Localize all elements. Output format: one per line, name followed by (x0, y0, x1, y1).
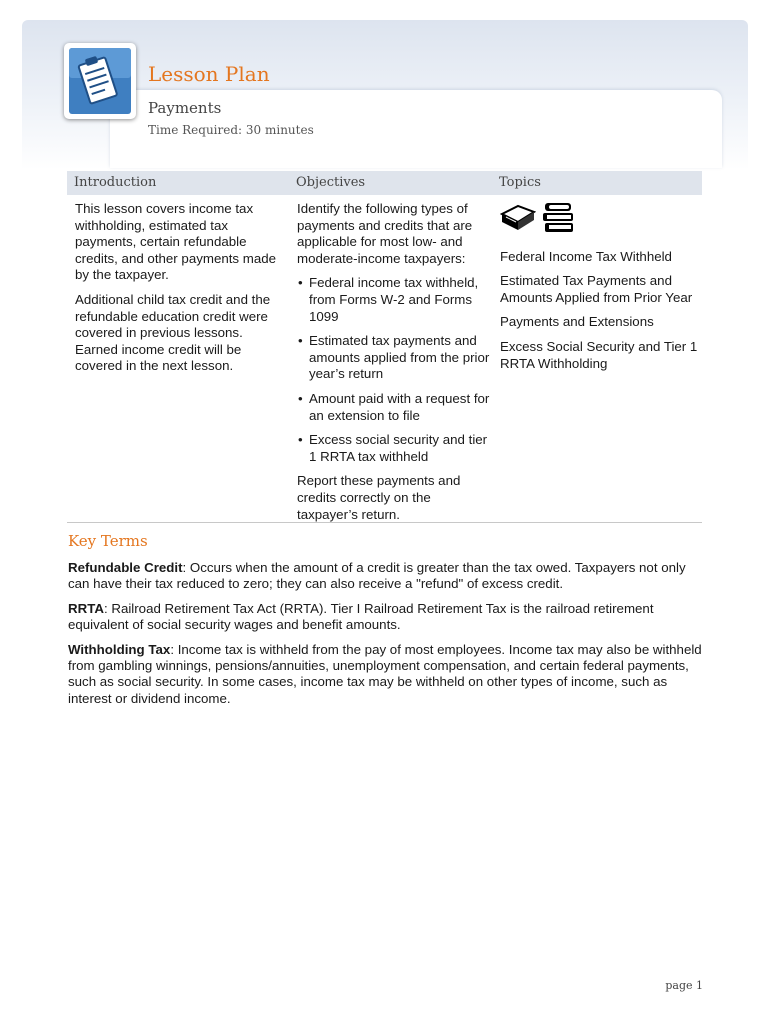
objectives-intro: Identify the following types of payments and credits that are applicable for most low- and moderate-income taxpayers: (297, 201, 473, 266)
clipboard-icon (64, 43, 136, 119)
topic-item: Federal Income Tax Withheld (500, 248, 672, 264)
key-term (68, 560, 704, 593)
page-title: Lesson Plan (148, 62, 270, 86)
closed-book-icon (500, 200, 536, 239)
introduction-paragraph: Additional child tax credit and the refundable education credit were covered in previous lessons. Earned income credit will be covered in the next lesson. (75, 291, 271, 374)
objective-item: • Estimated tax payments and amounts applied from the prior year’s return (297, 333, 492, 383)
key-term-definition: : Income tax is withheld from the pay of most employees. Income tax may also be withheld from gambling winnings, pensions/annuities, unemployment compensation, and certain federal payments, such as social security. In some cases, income tax may be withheld on other types of income, such as interest or dividend income. (68, 641, 702, 706)
key-term-name: Refundable Credit (68, 560, 183, 575)
key-term-definition: : Railroad Retirement Tax Act (RRTA). Tier I Railroad Retirement Tax is the railroad retirement equivalent of social security wages and benefit amounts. (68, 600, 654, 633)
introduction-column (75, 201, 285, 383)
objectives-column (297, 201, 492, 531)
topic-item: Excess Social Security and Tier 1 RRTA Withholding (500, 338, 698, 371)
topic-item: Estimated Tax Payments and Amounts Applied from Prior Year (500, 273, 693, 305)
page-number: page 1 (665, 979, 703, 992)
topic-item: Payments and Extensions (500, 314, 654, 330)
objective-item: • Excess social security and tier 1 RRTA tax withheld (297, 432, 492, 465)
page-subtitle: Payments (148, 99, 222, 117)
key-terms-list (68, 560, 704, 715)
objective-item: • Federal income tax withheld, from Forms W-2 and Forms 1099 (297, 275, 492, 325)
key-term (68, 642, 704, 708)
objectives-outro: Report these payments and credits correctly on the taxpayer’s return. (297, 473, 461, 522)
time-required: Time Required: 30 minutes (148, 123, 314, 137)
introduction-heading: Introduction (74, 175, 157, 190)
objectives-list (297, 275, 492, 465)
key-term (68, 601, 704, 634)
key-term-name: Withholding Tax (68, 641, 171, 657)
stacked-books-icon (541, 200, 577, 239)
section-divider (67, 522, 702, 523)
topics-column (500, 200, 700, 380)
key-term-definition: : Occurs when the amount of a credit is greater than the tax owed. Taxpayers not only can have their tax reduced to zero; they can also receive a "refund" of excess credit. (68, 560, 686, 592)
key-term-name: RRTA (68, 600, 104, 616)
objective-item: • Amount paid with a request for an extension to file (297, 391, 492, 424)
introduction-paragraph: This lesson covers income tax withholding, estimated tax payments, certain refundable credits, and other payments made by the taxpayer. (75, 201, 277, 283)
topics-heading: Topics (499, 175, 541, 190)
column-header-bar (67, 171, 702, 195)
key-terms-heading: Key Terms (68, 532, 148, 550)
objectives-heading: Objectives (296, 175, 366, 190)
